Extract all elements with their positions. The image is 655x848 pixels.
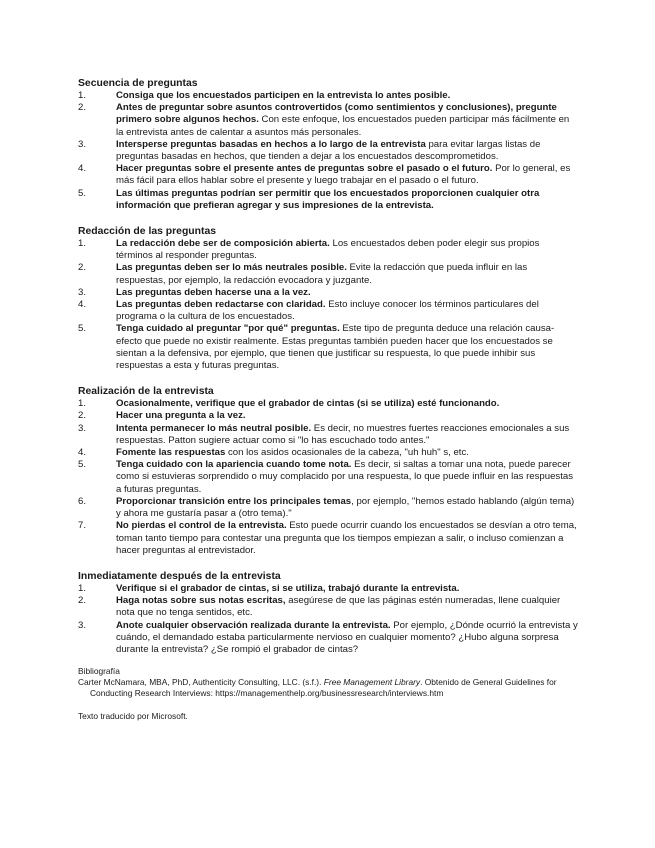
item-bold-lead: Intenta permanecer lo más neutral posible. [116, 422, 312, 434]
section-heading: Inmediatamente después de la entrevista [78, 570, 281, 582]
item-bold-lead: Fomente las respuestas [116, 447, 226, 459]
item-bold-lead: Las preguntas deben ser lo más neutrales posible. [116, 262, 347, 274]
item-number: 1. [78, 398, 87, 410]
citation-source: . Obtenido de General Guidelines for Conducting Research Interviews: https://managementhelp.org/businessresearch/interviews.htm [90, 677, 557, 699]
citation-title: Free Management Library [323, 677, 421, 688]
section-realizacion-de-la-entrevista [78, 386, 578, 557]
list-item [78, 102, 578, 139]
item-number: 2. [78, 410, 87, 422]
item-bold-lead: Tenga cuidado al preguntar "por qué" preguntas. [116, 323, 340, 335]
section-redaccion-de-las-preguntas [78, 226, 578, 372]
item-text: asegúrese de que las páginas estén numeradas, llene cualquier nota que no tenga sentidos, etc. [116, 595, 561, 619]
list-item [78, 238, 578, 262]
item-text: Evite la redacción que pueda influir en las respuestas, por ejemplo, la redacción evocadora y juzgante. [116, 262, 528, 286]
list-item [78, 287, 578, 299]
item-text: Esto incluye conocer los términos particulares del programa o la cultura de los encuestados. [116, 299, 539, 323]
list-item [78, 423, 578, 447]
item-bold-lead: Intersperse preguntas basadas en hechos a lo largo de la entrevista [116, 138, 426, 150]
item-number: 1. [78, 90, 87, 101]
list-item [78, 163, 578, 187]
item-number: 1. [78, 582, 87, 594]
list-item [78, 188, 578, 212]
list-item [78, 398, 578, 410]
list-item [78, 299, 578, 323]
numbered-list [78, 238, 578, 372]
list-item [78, 139, 578, 163]
item-number: 6. [78, 495, 87, 507]
item-bold-lead: Haga notas sobre sus notas escritas, [116, 595, 286, 607]
item-text: Por lo general, es más fácil para ellos hablar sobre el presente y luego trabajar en el pasado o el futuro. [116, 163, 571, 187]
item-text: Con este enfoque, los encuestados pueden participar más fácilmente en la entrevista antes de calentar a asuntos más personales. [116, 114, 570, 138]
item-number: 2. [78, 102, 87, 114]
numbered-list [78, 90, 578, 212]
section-heading: Redacción de las preguntas [78, 226, 217, 238]
item-bold-lead: Consiga que los encuestados participen en la entrevista lo antes posible. [116, 90, 451, 101]
item-text: Los encuestados deben poder elegir sus propios términos al responder preguntas. [116, 238, 540, 262]
item-text: Esto puede ocurrir cuando los encuestados se desvían a otro tema, toman tanto tiempo para contestar una pregunta que los tiempos empiezan a salir, o incluso comienzan a hacer preguntas al entrevistador. [116, 520, 577, 556]
item-bold-lead: La redacción debe ser de composición abierta. [116, 238, 330, 250]
item-bold-lead: Proporcionar transición entre los principales temas [116, 495, 352, 507]
item-bold-lead: Hacer una pregunta a la vez. [116, 410, 246, 422]
list-item [78, 520, 578, 557]
item-number: 4. [78, 447, 87, 459]
item-bold-lead: No pierdas el control de la entrevista. [116, 520, 287, 532]
list-item [78, 595, 578, 619]
item-text: con los asidos ocasionales de la cabeza, "uh huh" s, etc. [225, 447, 469, 459]
item-number: 3. [78, 619, 87, 631]
list-item [78, 410, 578, 422]
item-number: 5. [78, 187, 87, 199]
list-item [78, 90, 578, 102]
section-heading: Secuencia de preguntas [78, 78, 198, 89]
item-bold-lead: Verifique si el grabador de cintas, si se utiliza, trabajó durante la entrevista. [116, 582, 460, 594]
item-number: 3. [78, 422, 87, 434]
item-bold-lead: Las preguntas deben hacerse una a la vez. [116, 286, 311, 298]
section-heading: Realización de la entrevista [78, 386, 214, 398]
item-number: 4. [78, 163, 87, 175]
item-bold-lead: Antes de preguntar sobre asuntos controvertidos (como sentimientos y conclusiones), pregunte primero sobre algunos hechos. [116, 102, 557, 126]
bibliography [78, 666, 578, 699]
item-bold-lead: Tenga cuidado con la apariencia cuando tome nota. [116, 459, 352, 471]
list-item [78, 496, 578, 520]
citation-author: Carter McNamara, MBA, PhD, Authenticity Consulting, LLC. (s.f.). [78, 677, 324, 688]
numbered-list [78, 398, 578, 557]
item-bold-lead: Hacer preguntas sobre el presente antes de preguntas sobre el pasado o el futuro. [116, 163, 493, 175]
citation [78, 677, 578, 699]
section-secuencia-de-preguntas [78, 78, 578, 212]
numbered-list [78, 583, 578, 656]
item-number: 7. [78, 520, 87, 532]
item-number: 2. [78, 262, 87, 274]
item-number: 3. [78, 138, 87, 150]
item-text: Este tipo de pregunta deduce una relación causa-efecto que puede no existir realmente. Estas preguntas también pueden hacer que los encuestados se sientan a la defensiva, por ejemplo, que tienen que justificar su respuesta, lo que puede inhibir sus respuestas a esta y futuras preguntas. [116, 323, 555, 372]
list-item [78, 447, 578, 459]
bibliography-label: Bibliografía [78, 666, 120, 677]
item-text: para evitar largas listas de preguntas basadas en hechos, que tienden a dejar a los encuestados descomprometidos. [116, 138, 541, 163]
list-item [78, 262, 578, 286]
item-number: 1. [78, 238, 87, 250]
list-item [78, 459, 578, 496]
item-text: Es decir, si saltas a tomar una nota, puede parecer como si estuvieras sorprendido o muy complacido por una respuesta, lo que puede influir en las respuestas a futuras preguntas. [116, 459, 574, 495]
item-bold-lead: Las preguntas deben redactarse con claridad. [116, 299, 326, 311]
section-inmediatamente-despues-de-la-entrevista [78, 571, 578, 656]
item-text: Es decir, no muestres fuertes reacciones emocionales a sus respuestas. Patton sugiere actuar como si "lo has escuchado todo antes." [116, 422, 570, 446]
list-item [78, 323, 578, 372]
item-bold-lead: Anote cualquier observación realizada durante la entrevista. [116, 619, 391, 631]
item-bold-lead: Las últimas preguntas podrían ser permitir que los encuestados proporcionen cualquier otra información que prefieran agregar y sus impresiones de la entrevista. [116, 187, 540, 211]
item-number: 5. [78, 323, 87, 335]
item-text: , por ejemplo, "hemos estado hablando (algún tema) y ahora me gustaría pasar a (otro tema)." [116, 495, 575, 520]
item-bold-lead: Ocasionalmente, verifique que el grabador de cintas (si se utiliza) esté funcionando. [116, 398, 500, 410]
list-item [78, 583, 578, 595]
item-number: 4. [78, 299, 87, 311]
document-body [78, 78, 578, 722]
list-item [78, 620, 578, 657]
item-text: Por ejemplo, ¿Dónde ocurrió la entrevista y cuándo, el demandado estaba particularmente nervioso en cualquier momento? ¿Hubo alguna sorpresa durante la entrevista? ¿Se rompió el grabador de cintas? [116, 619, 578, 655]
translation-note: Texto traducido por Microsoft. [78, 711, 188, 722]
item-number: 3. [78, 286, 87, 298]
item-number: 5. [78, 459, 87, 471]
item-number: 2. [78, 595, 87, 607]
